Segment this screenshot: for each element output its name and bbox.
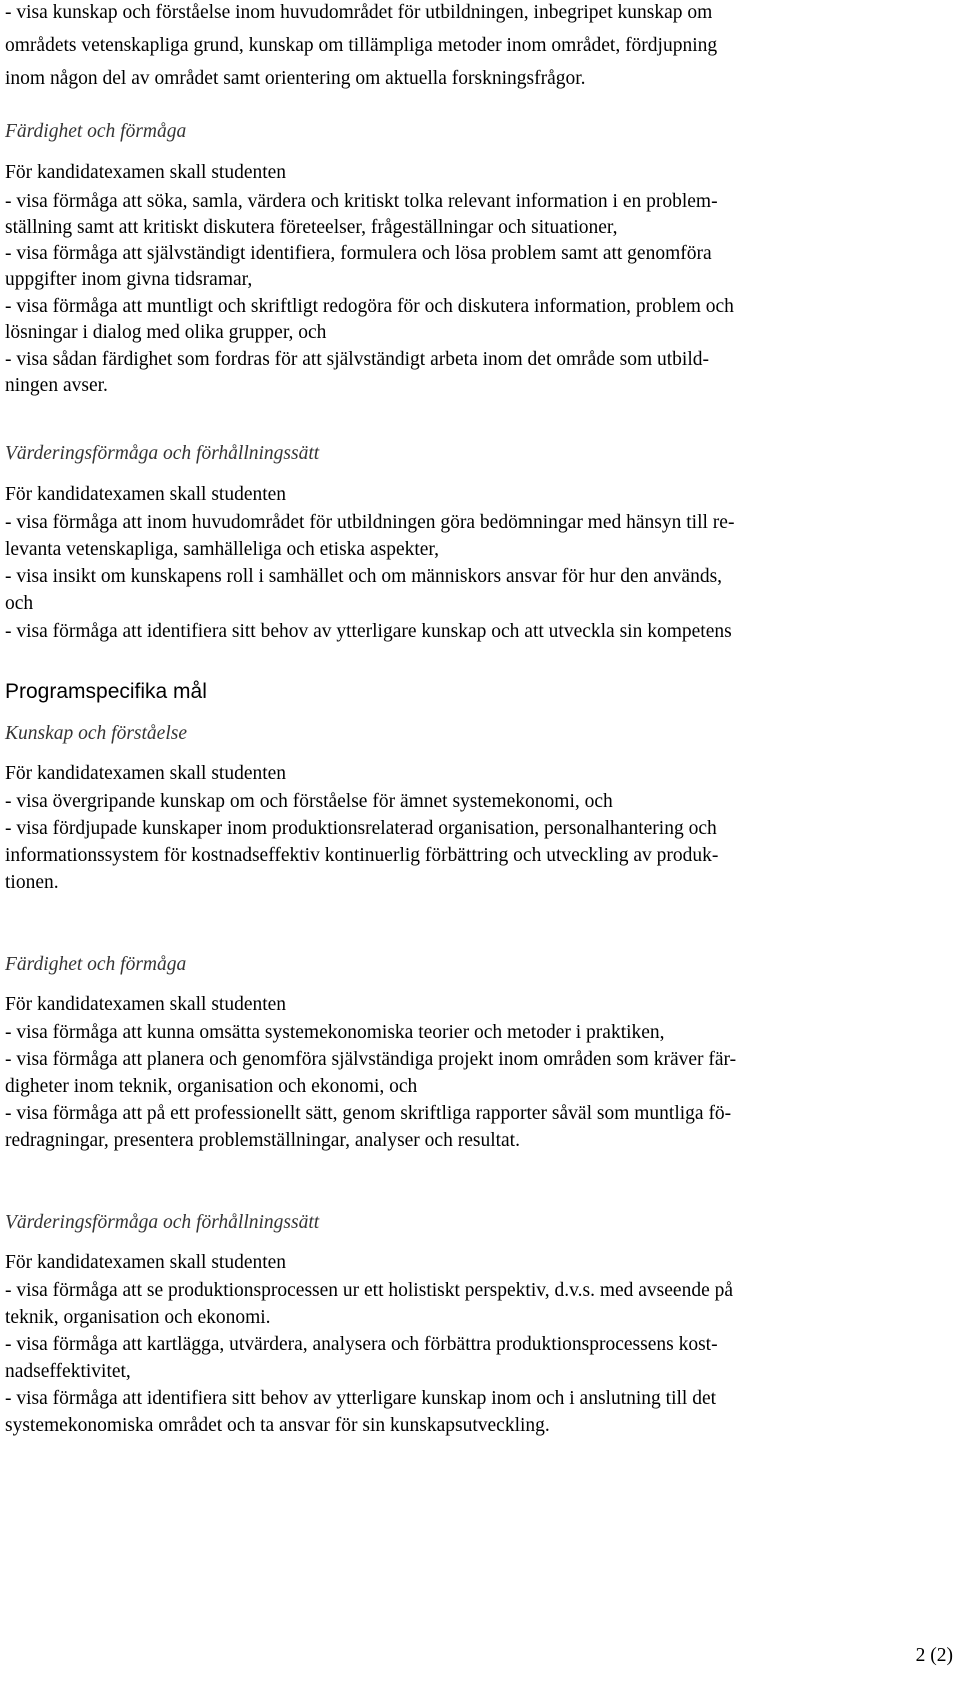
body-line: informationssystem för kostnadseffektiv kontinuerlig förbättring och utveckling av produk- bbox=[5, 845, 719, 866]
section-heading: Värderingsförmåga och förhållningssätt bbox=[5, 1212, 320, 1233]
body-line: inom någon del av området samt orientering om aktuella forskningsfrågor. bbox=[5, 68, 586, 89]
body-line: teknik, organisation och ekonomi. bbox=[5, 1307, 271, 1328]
body-line: - visa förmåga att identifiera sitt behov av ytterligare kunskap inom och i anslutning till det bbox=[5, 1388, 717, 1409]
body-line: - visa förmåga att inom huvudområdet för utbildningen göra bedömningar med hänsyn till re- bbox=[5, 512, 735, 533]
body-line: - visa fördjupade kunskaper inom produktionsrelaterad organisation, personalhantering och bbox=[5, 818, 717, 839]
section-intro: För kandidatexamen skall studenten bbox=[5, 162, 287, 183]
body-line: systemekonomiska området och ta ansvar för sin kunskapsutveckling. bbox=[5, 1415, 550, 1436]
body-line: - visa sådan färdighet som fordras för att självständigt arbeta inom det område som utbild- bbox=[5, 349, 709, 370]
body-line: - visa övergripande kunskap om och förståelse för ämnet systemekonomi, och bbox=[5, 791, 613, 812]
body-line: - visa förmåga att söka, samla, värdera och kritiskt tolka relevant information i en problem- bbox=[5, 191, 718, 212]
body-line: - visa förmåga att kartlägga, utvärdera, analysera och förbättra produktionsprocessens kost- bbox=[5, 1334, 718, 1355]
section-intro: För kandidatexamen skall studenten bbox=[5, 1252, 287, 1273]
body-line: nadseffektivitet, bbox=[5, 1361, 131, 1382]
body-line: redragningar, presentera problemställningar, analyser och resultat. bbox=[5, 1130, 520, 1151]
body-line: - visa förmåga att självständigt identifiera, formulera och lösa problem samt att genomföra bbox=[5, 243, 712, 264]
body-line: levanta vetenskapliga, samhälleliga och etiska aspekter, bbox=[5, 539, 440, 560]
section-heading: Färdighet och förmåga bbox=[5, 121, 187, 142]
section-intro: För kandidatexamen skall studenten bbox=[5, 484, 287, 505]
section-heading: Färdighet och förmåga bbox=[5, 954, 187, 975]
section-intro: För kandidatexamen skall studenten bbox=[5, 763, 287, 784]
body-line: - visa insikt om kunskapens roll i samhället och om människors ansvar för hur den används, bbox=[5, 566, 723, 587]
body-line: tionen. bbox=[5, 872, 59, 893]
body-line: uppgifter inom givna tidsramar, bbox=[5, 269, 253, 290]
body-line: lösningar i dialog med olika grupper, och bbox=[5, 322, 327, 343]
page-number: 2 (2) bbox=[915, 1645, 953, 1666]
body-line: - visa förmåga att planera och genomföra självständiga projekt inom områden som kräver fär- bbox=[5, 1049, 737, 1070]
body-line: - visa förmåga att identifiera sitt behov av ytterligare kunskap och att utveckla sin kompetens bbox=[5, 621, 732, 642]
body-line: - visa kunskap och förståelse inom huvudområdet för utbildningen, inbegripet kunskap om bbox=[5, 2, 713, 23]
body-line: - visa förmåga att se produktionsprocessen ur ett holistiskt perspektiv, d.v.s. med avseende på bbox=[5, 1280, 734, 1301]
body-line: områdets vetenskapliga grund, kunskap om tillämpliga metoder inom området, fördjupning bbox=[5, 35, 718, 56]
section-heading: Kunskap och förståelse bbox=[5, 723, 187, 744]
section-intro: För kandidatexamen skall studenten bbox=[5, 994, 287, 1015]
body-line: - visa förmåga att muntligt och skriftligt redogöra för och diskutera information, problem och bbox=[5, 296, 734, 317]
body-line: ningen avser. bbox=[5, 375, 108, 396]
body-line: digheter inom teknik, organisation och ekonomi, och bbox=[5, 1076, 418, 1097]
body-line: och bbox=[5, 593, 34, 614]
body-line: - visa förmåga att kunna omsätta systemekonomiska teorier och metoder i praktiken, bbox=[5, 1022, 665, 1043]
body-line: ställning samt att kritiskt diskutera företeelser, frågeställningar och situationer, bbox=[5, 217, 618, 238]
section-title: Programspecifika mål bbox=[5, 680, 207, 703]
section-heading: Värderingsförmåga och förhållningssätt bbox=[5, 443, 320, 464]
body-line: - visa förmåga att på ett professionellt sätt, genom skriftliga rapporter såväl som muntliga fö- bbox=[5, 1103, 732, 1124]
